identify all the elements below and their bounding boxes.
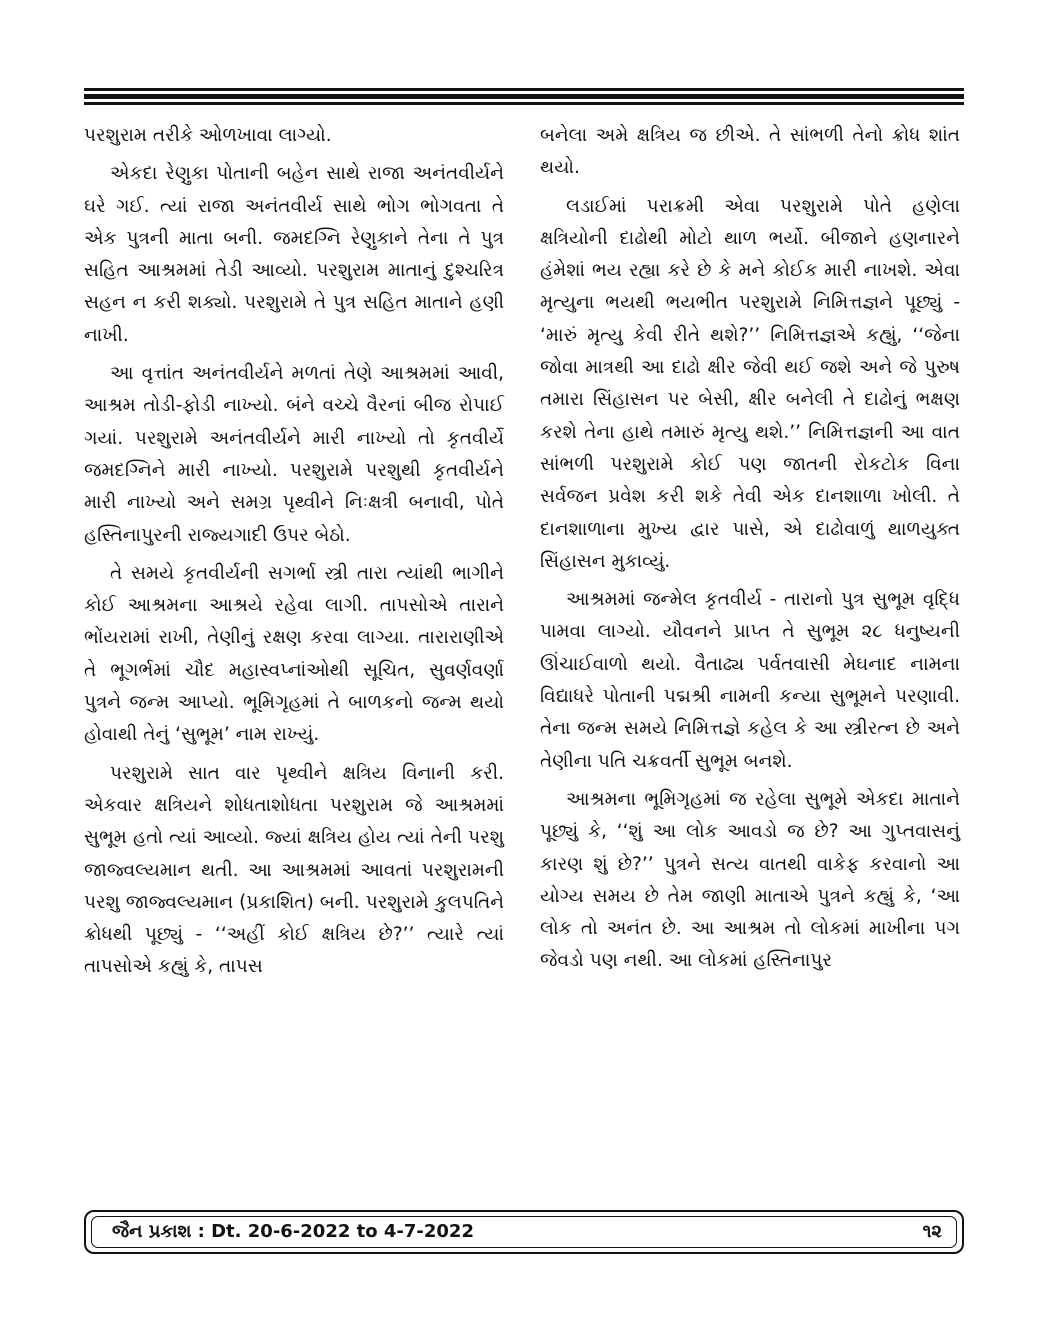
footer: [84, 1210, 964, 1254]
paragraph: તે સમયે કૃતવીર્યની સગર્ભા સ્ત્રી તારા ત્યાંથી ભાગીને કોઈ આશ્રમના આશ્રયે રહેવા લાગી. તાપસોએ તારાને ભોંયરામાં રાખી, તેણીનું રક્ષણ કરવા લાગ્યા. તારારાણીએ તે ભૂગર્ભમાં ચૌદ મહાસ્વપ્નાંઓથી સૂચિત, સુવર્ણવર્ણા પુત્રને જન્મ આપ્યો. ભૂમિગૃહમાં તે બાળકનો જન્મ થયો હોવાથી તેનું ‘સુભૂમ’ નામ રાખ્યું.: [84, 562, 504, 746]
paragraph: આ વૃત્તાંત અનંતવીર્યને મળતાં તેણે આશ્રમમાં આવી, આશ્રમ તોડી-ફોડી નાખ્યો. બંને વચ્ચે વૈરનાં બીજ રોપાઈ ગયાં. પરશુરામે અનંતવીર્યને મારી નાખ્યો તો કૃતવીર્યે જમદગ્નિને મારી નાખ્યો. પરશુરામે પરશુથી કૃતવીર્યને મારી નાખ્યો અને સમગ્ર પૃથ્વીને નિઃક્ષત્રી બનાવી, પોતે હસ્તિનાપુરની રાજ્યગાદી ઉપર બેઠો.: [84, 363, 504, 546]
publication-info: જૈન પ્રકાશ : Dt. 20-6-2022 to 4-7-2022: [112, 1221, 474, 1242]
paragraph: પરશુરામે સાત વાર પૃથ્વીને ક્ષત્રિય વિનાની કરી. એકવાર ક્ષત્રિયને શોધતાશોધતા પરશુરામ જે આશ્રમમાં સુભૂમ હતો ત્યાં આવ્યો. જ્યાં ક્ષત્રિય હોય ત્યાં તેની પરશુ જાજ્વલ્યમાન થતી. આ આશ્રમમાં આવતાં પરશુરામની પરશુ જાજ્વલ્યમાન (પ્રકાશિત) બની. પરશુરામે કુલપતિને ક્રોધથી પૂછ્યું - ‘‘અહીં કોઈ ક્ષત્રિય છે?’’ ત્યારે ત્યાં તાપસોએ કહ્યું કે, તાપસ: [84, 762, 504, 978]
footer-inner-border: [91, 1216, 957, 1248]
paragraph: બનેલા અમે ક્ષત્રિય જ છીએ. તે સાંભળી તેનો ક્રોધ શાંત થયો.: [540, 125, 960, 179]
header-rule-top: [84, 88, 964, 91]
paragraph: આશ્રમના ભૂમિગૃહમાં જ રહેલા સુભૂમે એકદા માતાને પૂછ્યું કે, ‘‘શું આ લોક આવડો જ છે? આ ગુપ્તવાસનું કારણ શું છે?’’ પુત્રને સત્ય વાતથી વાકેફ કરવાનો આ યોગ્ય સમય છે તેમ જાણી માતાએ પુત્રને કહ્યું કે, ‘આ લોક તો અનંત છે. આ આશ્રમ તો લોકમાં માખીના પગ જેવડો પણ નથી. આ લોકમાં હસ્તિનાપુર: [540, 788, 960, 972]
paragraph: એકદા રેણુકા પોતાની બહેન સાથે રાજા અનંતવીર્યને ઘરે ગઈ. ત્યાં રાજા અનંતવીર્ય સાથે ભોગ ભોગવતા તે એક પુત્રની માતા બની. જમદગ્નિ રેણુકાને તેના તે પુત્ર સહિત આશ્રમમાં તેડી આવ્યો. પરશુરામ માતાનું દુશ્ચરિત્ર સહન ન કરી શક્યો. પરશુરામે તે પુત્ર સહિત માતાને હણી નાખી.: [84, 163, 504, 346]
header-rule-bottom: [84, 102, 964, 105]
paragraph: પરશુરામ તરીકે ઓળખાવા લાગ્યો.: [84, 125, 332, 146]
left-column: [84, 120, 504, 984]
page-number: ૧૨: [922, 1221, 942, 1242]
paragraph: લડાઈમાં પરાક્રમી એવા પરશુરામે પોતે હણેલા ક્ષત્રિયોની દાઢોથી મોટો થાળ ભર્યો. બીજાને હણનારને હંમેશાં ભય રહ્યા કરે છે કે મને કોઈક મારી નાખશે. એવા મૃત્યુના ભયથી ભયભીત પરશુરામે નિમિત્તજ્ઞને પૂછ્યું - ‘મારું મૃત્યુ કેવી રીતે થશે?’’ નિમિત્તજ્ઞએ કહ્યું, ‘‘જેના જોવા માત્રથી આ દાઢો ક્ષીર જેવી થઈ જશે અને જે પુરુષ તમારા સિંહાસન પર બેસી, ક્ષીર બનેલી તે દાઢોનું ભક્ષણ કરશે તેના હાથે તમારું મૃત્યુ થશે.’’ નિમિત્તજ્ઞની આ વાત સાંભળી પરશુરામે કોઈ પણ જાતની રોકટોક વિના સર્વજન પ્રવેશ કરી શકે તેવી એક દાનશાળા ખોલી. તે દાનશાળાના મુખ્ય દ્વાર પાસે, એ દાઢોવાળું થાળયુક્ત સિંહાસન મુકાવ્યું.: [540, 195, 960, 572]
right-column: [540, 120, 960, 978]
paragraph: આશ્રમમાં જન્મેલ કૃતવીર્ય - તારાનો પુત્ર સુભૂમ વૃદ્ધિ પામવા લાગ્યો. યૌવનને પ્રાપ્ત તે સુભૂમ ૨૮ ધનુષ્યની ઊંચાઈવાળો થયો. વૈતાઢ્ય પર્વતવાસી મેઘનાદ નામના વિદ્યાધરે પોતાની પદ્મશ્રી નામની કન્યા સુભૂમને પરણાવી. તેના જન્મ સમયે નિમિત્તજ્ઞે કહેલ કે આ સ્ત્રીરત્ન છે અને તેણીના પતિ ચક્રવર્તી સુભૂમ બનશે.: [540, 589, 960, 772]
header-rule-middle: [84, 94, 964, 99]
